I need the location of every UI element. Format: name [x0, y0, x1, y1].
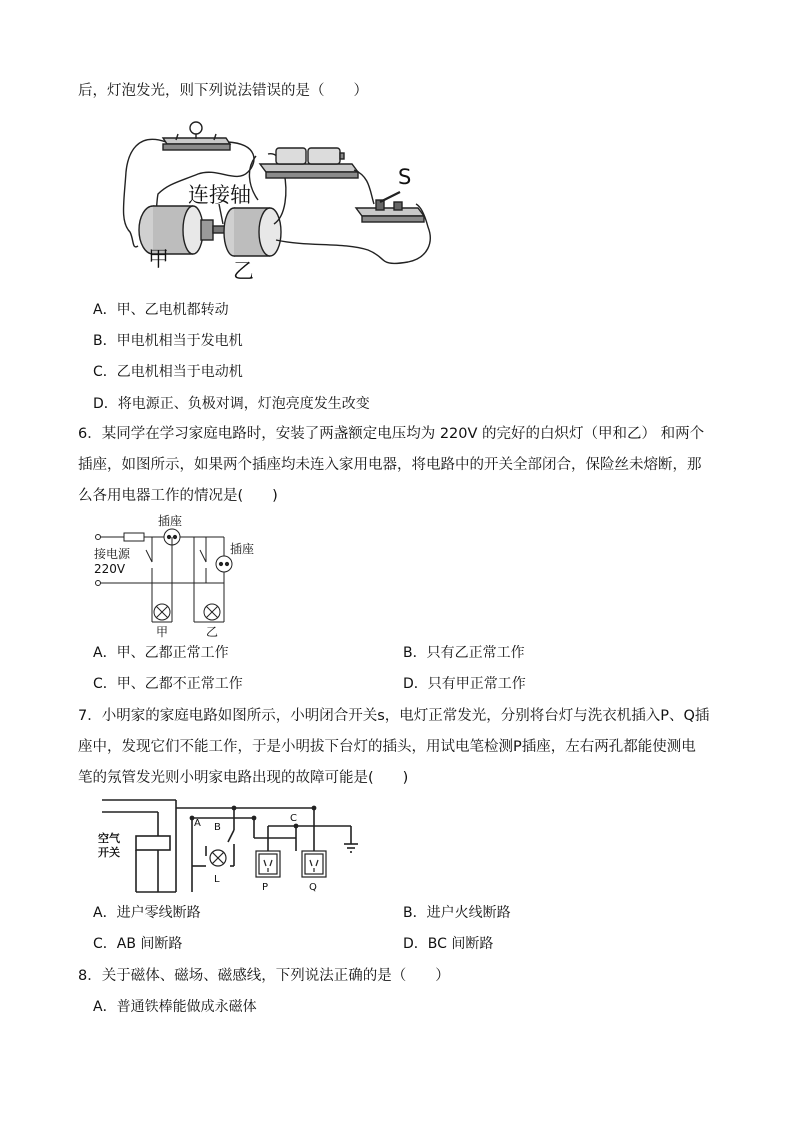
- q7-socket-p-label: P: [262, 882, 269, 893]
- q7-socket-q-label: Q: [309, 882, 317, 893]
- q8-option-a: A．普通铁棒能做成永磁体: [93, 999, 257, 1015]
- q7-option-c: C．AB 间断路: [93, 936, 183, 952]
- q7-option-b: B．进户火线断路: [403, 905, 511, 921]
- q5-motor-b-label: 乙: [233, 259, 254, 283]
- q5-figure: [108, 112, 438, 282]
- q5-option-a: A．甲、乙电机都转动: [93, 302, 229, 318]
- q7-point-b-label: B: [214, 822, 221, 833]
- q5-option-b: B．甲电机相当于发电机: [93, 333, 243, 349]
- q6-socket2-label: 插座: [230, 542, 255, 556]
- q7-stem-line3: 笔的氖管发光则小明家电路出现的故障可能是( ): [78, 770, 409, 786]
- q6-supply-label1: 接电源: [94, 547, 131, 561]
- q7-stem-line2: 座中，发现它们不能工作，于是小明拔下台灯的插头，用试电笔检测P插座，左右两孔都能使测电: [78, 739, 696, 755]
- q6-option-d: D．只有甲正常工作: [403, 676, 526, 692]
- q7-option-a: A．进户零线断路: [93, 905, 201, 921]
- q7-lamp-label: L: [214, 874, 220, 885]
- q6-circuit-figure: [94, 512, 264, 638]
- q7-circuit-figure: [96, 796, 366, 896]
- q6-option-b: B．只有乙正常工作: [403, 645, 525, 661]
- q5-switch-label: S: [398, 165, 412, 189]
- q7-point-a-label: A: [194, 818, 201, 829]
- q8-stem: 8．关于磁体、磁场、磁感线，下列说法正确的是（ ）: [78, 968, 450, 984]
- q6-stem-line2: 插座，如图所示，如果两个插座均未连入家用电器，将电路中的开关全部闭合，保险丝未熔断，那: [78, 457, 702, 473]
- q6-lamp-b-label: 乙: [206, 625, 219, 639]
- q7-breaker-label1: 空气: [98, 832, 120, 845]
- q6-socket1-label: 插座: [158, 514, 183, 528]
- q7-stem-line1: 7．小明家的家庭电路如图所示，小明闭合开关s，电灯正常发光，分别将台灯与洗衣机插入P、Q插: [78, 708, 710, 724]
- q5-stem: 后，灯泡发光，则下列说法错误的是（ ）: [78, 83, 368, 99]
- q6-option-c: C．甲、乙都不正常工作: [93, 676, 243, 692]
- q7-point-c-label: C: [290, 813, 297, 824]
- q6-supply-label2: 220V: [94, 562, 126, 576]
- q6-stem-line1: 6．某同学在学习家庭电路时，安装了两盏额定电压均为 220V 的完好的白炽灯（甲和乙） 和两个: [78, 426, 705, 442]
- q6-stem-line3: 么各用电器工作的情况是( ): [78, 488, 278, 504]
- q5-motor-a-label: 甲: [148, 247, 169, 271]
- q6-option-a: A．甲、乙都正常工作: [93, 645, 229, 661]
- q7-breaker-label2: 开关: [98, 846, 120, 859]
- q5-option-c: C．乙电机相当于电动机: [93, 364, 243, 380]
- q5-axle-label: 连接轴: [188, 183, 251, 207]
- q5-option-d: D．将电源正、负极对调，灯泡亮度发生改变: [93, 396, 370, 412]
- q6-lamp-a-label: 甲: [156, 625, 169, 639]
- q7-option-d: D．BC 间断路: [403, 936, 494, 952]
